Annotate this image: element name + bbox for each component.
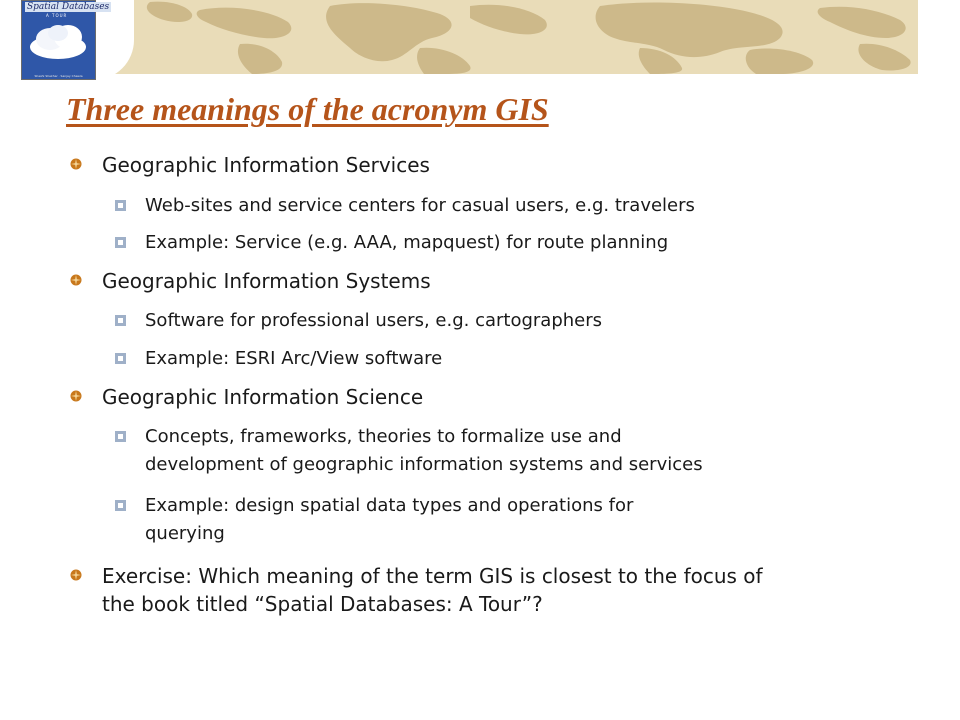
sub-bullet-text: Example: ESRI Arc/View software bbox=[145, 348, 443, 369]
sub-bullet-text-line: Concepts, frameworks, theories to formalize use and bbox=[145, 426, 622, 447]
sub-bullet-item bbox=[145, 423, 703, 479]
bullet-item bbox=[102, 267, 431, 295]
sub-bullet-text: Web-sites and service centers for casual users, e.g. travelers bbox=[145, 195, 695, 216]
sub-bullet-item bbox=[145, 307, 602, 335]
square-bullet-icon bbox=[115, 200, 126, 211]
sub-bullet-text: Example: Service (e.g. AAA, mapquest) for route planning bbox=[145, 232, 669, 253]
world-map-icon bbox=[0, 0, 918, 74]
compass-bullet-icon bbox=[70, 390, 82, 402]
bullet-text-line: Exercise: Which meaning of the term GIS is closest to the focus of bbox=[102, 564, 763, 588]
compass-bullet-icon bbox=[70, 569, 82, 581]
sub-bullet-text-line: Example: design spatial data types and operations for bbox=[145, 495, 634, 516]
compass-bullet-icon bbox=[70, 274, 82, 286]
sub-bullet-item bbox=[145, 192, 695, 220]
sub-bullet-item bbox=[145, 345, 442, 373]
square-bullet-icon bbox=[115, 353, 126, 364]
square-bullet-icon bbox=[115, 315, 126, 326]
bullet-item bbox=[102, 562, 763, 618]
sub-bullet-item bbox=[145, 492, 633, 548]
bullet-text-line: the book titled “Spatial Databases: A Tour”? bbox=[102, 592, 543, 616]
bullet-text: Geographic Information Systems bbox=[102, 269, 431, 293]
sub-bullet-text-line: development of geographic information systems and services bbox=[145, 454, 703, 475]
book-cover-holder bbox=[0, 0, 134, 80]
sub-bullet-item bbox=[145, 229, 668, 257]
sub-bullet-text: Software for professional users, e.g. cartographers bbox=[145, 310, 603, 331]
square-bullet-icon bbox=[115, 431, 126, 442]
sub-bullet-text-line: querying bbox=[145, 523, 225, 544]
square-bullet-icon bbox=[115, 237, 126, 248]
cloud-icon bbox=[28, 23, 90, 61]
header-map-band bbox=[0, 0, 918, 74]
bullet-text: Geographic Information Science bbox=[102, 385, 424, 409]
bullet-item bbox=[102, 383, 423, 411]
bullet-text: Geographic Information Services bbox=[102, 153, 430, 177]
square-bullet-icon bbox=[115, 500, 126, 511]
compass-bullet-icon bbox=[70, 158, 82, 170]
book-cover-image bbox=[21, 0, 110, 80]
book-cover-authors: Shashi Shekhar · Sanjay Chawla bbox=[34, 74, 83, 78]
book-cover-subtitle: A TOUR bbox=[46, 13, 68, 18]
bullet-item bbox=[102, 151, 430, 179]
slide-title: Three meanings of the acronym GIS bbox=[66, 91, 549, 127]
book-cover-title: Spatial Databases bbox=[27, 2, 110, 12]
